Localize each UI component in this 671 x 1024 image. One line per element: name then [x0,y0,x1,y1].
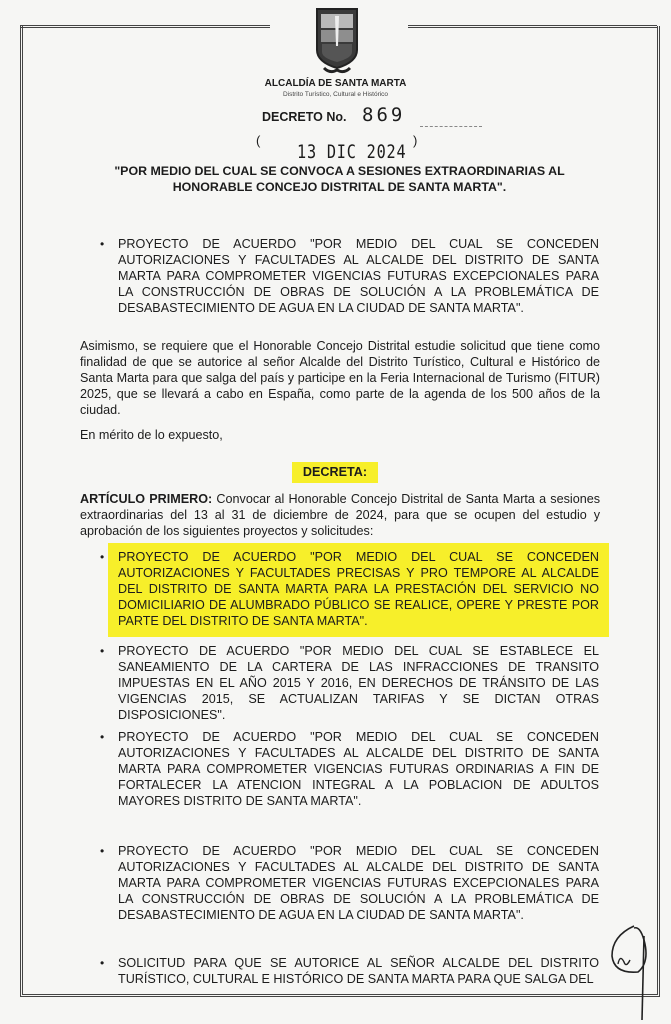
list-item-text: PROYECTO DE ACUERDO "POR MEDIO DEL CUAL SE CONCEDEN AUTORIZACIONES Y FACULTADES AL ALCALDE DEL DISTRITO DE SANTA MARTA PARA COMPROMETER VIGENCIAS FUTURAS EXCEPCIONALES PARA LA CONSTRUCCIÓN DE OBRAS DE SOLUCIÓN A LA PROBLEMÁTICA DE DESABASTECIMIENTO DE AGUA EN LA CIUDAD DE SANTA MARTA". [118,844,599,922]
handwritten-initials-signature [604,922,654,1022]
bullet-icon: • [100,237,105,251]
decree-title-line2: HONORABLE CONCEJO DISTRITAL DE SANTA MARTA". [172,180,507,194]
list-item-text: PROYECTO DE ACUERDO "POR MEDIO DEL CUAL SE CONCEDEN AUTORIZACIONES Y FACULTADES PRECISAS Y PRO TEMPORE AL ALCALDE DEL DISTRITO DE SANTA MARTA PARA LA PRESTACIÓN DEL SERVICIO NO DOMICILIARIO DE ALUMBRADO PÚBLICO SE REALICE, OPERE Y PRESTE POR PARTE DEL DISTRITO DE SANTA MARTA". [118,550,599,628]
list-item [100,643,599,723]
top-border-left [20,25,270,28]
article-section [80,491,600,987]
decree-date: 13 DIC 2024 [297,141,407,163]
org-subtitle: Distrito Turístico, Cultural e Histórico [282,91,389,98]
list-item-intro-project [100,236,599,316]
list-item [100,729,599,809]
paragraph-fitur: Asimismo, se requiere que el Honorable Concejo Distrital estudie solicitud que tiene como finalidad de que se autorice al señor Alcalde del Distrito Turístico, Cultural e Histórico de Santa Marta para que salga del país y participe en la Feria Internacional de Turismo (FITUR) 2025, que se llevará a cabo en España, como parte de la agenda de los 500 años de la ciudad. [80,339,600,417]
coat-of-arms-logo [314,6,360,74]
decree-stamp-blur [420,118,482,127]
list-item [100,955,599,987]
article-text: Convocar al Honorable Concejo Distrital de Santa Marta a sesiones extraordinarias del 13 al 31 de diciembre de 2024, para que se ocupen del estudio y aprobación de los siguientes proyectos y solicitudes: [80,492,601,538]
date-paren-close: ) [413,133,418,148]
top-border-right [408,25,657,28]
paragraph-merit: En mérito de lo expuesto, [80,428,223,442]
article-first [80,491,600,539]
list-item-text: PROYECTO DE ACUERDO "POR MEDIO DEL CUAL SE ESTABLECE EL SANEAMIENTO DE LA CARTERA DE LAS INFRACCIONES DE TRANSITO IMPUESTAS EN EL AÑO 2015 Y 2016, EN DERECHOS DE TRÁNSITO DE LAS VIGENCIAS 2015, SE ACTUALIZAN TARIFAS Y SE DICTAN OTRAS DISPOSICIONES". [118,644,599,722]
list-item-text: PROYECTO DE ACUERDO "POR MEDIO DEL CUAL SE CONCEDEN AUTORIZACIONES Y FACULTADES AL ALCALDE DEL DISTRITO DE SANTA MARTA PARA COMPROMETER VIGENCIAS FUTURAS ORDINARIAS A FIN DE FORTALECER LA ATENCION INTEGRAL A LA POBLACION DE ADULTOS MAYORES DISTRITO DE SANTA MARTA". [118,730,599,808]
bullet-icon: • [100,644,105,658]
article-label: ARTÍCULO PRIMERO: [80,492,213,506]
bullet-icon: • [100,550,105,564]
list-item-text: PROYECTO DE ACUERDO "POR MEDIO DEL CUAL SE CONCEDEN AUTORIZACIONES Y FACULTADES AL ALCALDE DEL DISTRITO DE SANTA MARTA PARA COMPROMETER VIGENCIAS FUTURAS EXCEPCIONALES PARA LA CONSTRUCCIÓN DE OBRAS DE SOLUCIÓN A LA PROBLEMÁTICA DE DESABASTECIMIENTO DE AGUA EN LA CIUDAD DE SANTA MARTA". [118,237,599,315]
list-item-highlighted [100,543,609,637]
bullet-icon: • [100,730,105,744]
list-item-text: SOLICITUD PARA QUE SE AUTORICE AL SEÑOR ALCALDE DEL DISTRITO TURÍSTICO, CULTURAL E HISTÓRICO DE SANTA MARTA PARA QUE SALGA DEL [118,956,599,986]
date-paren-open: ( [256,133,261,148]
bullet-icon: • [100,956,105,970]
decree-title-line1: "POR MEDIO DEL CUAL SE CONVOCA A SESIONES EXTRAORDINARIAS AL [114,164,565,178]
decree-number: 869 [362,104,406,126]
decreta-heading: DECRETA: [302,465,368,479]
list-item [100,843,599,923]
bullet-icon: • [100,844,105,858]
decree-label: DECRETO No. [262,110,347,124]
org-name: ALCALDÍA DE SANTA MARTA [264,78,407,89]
